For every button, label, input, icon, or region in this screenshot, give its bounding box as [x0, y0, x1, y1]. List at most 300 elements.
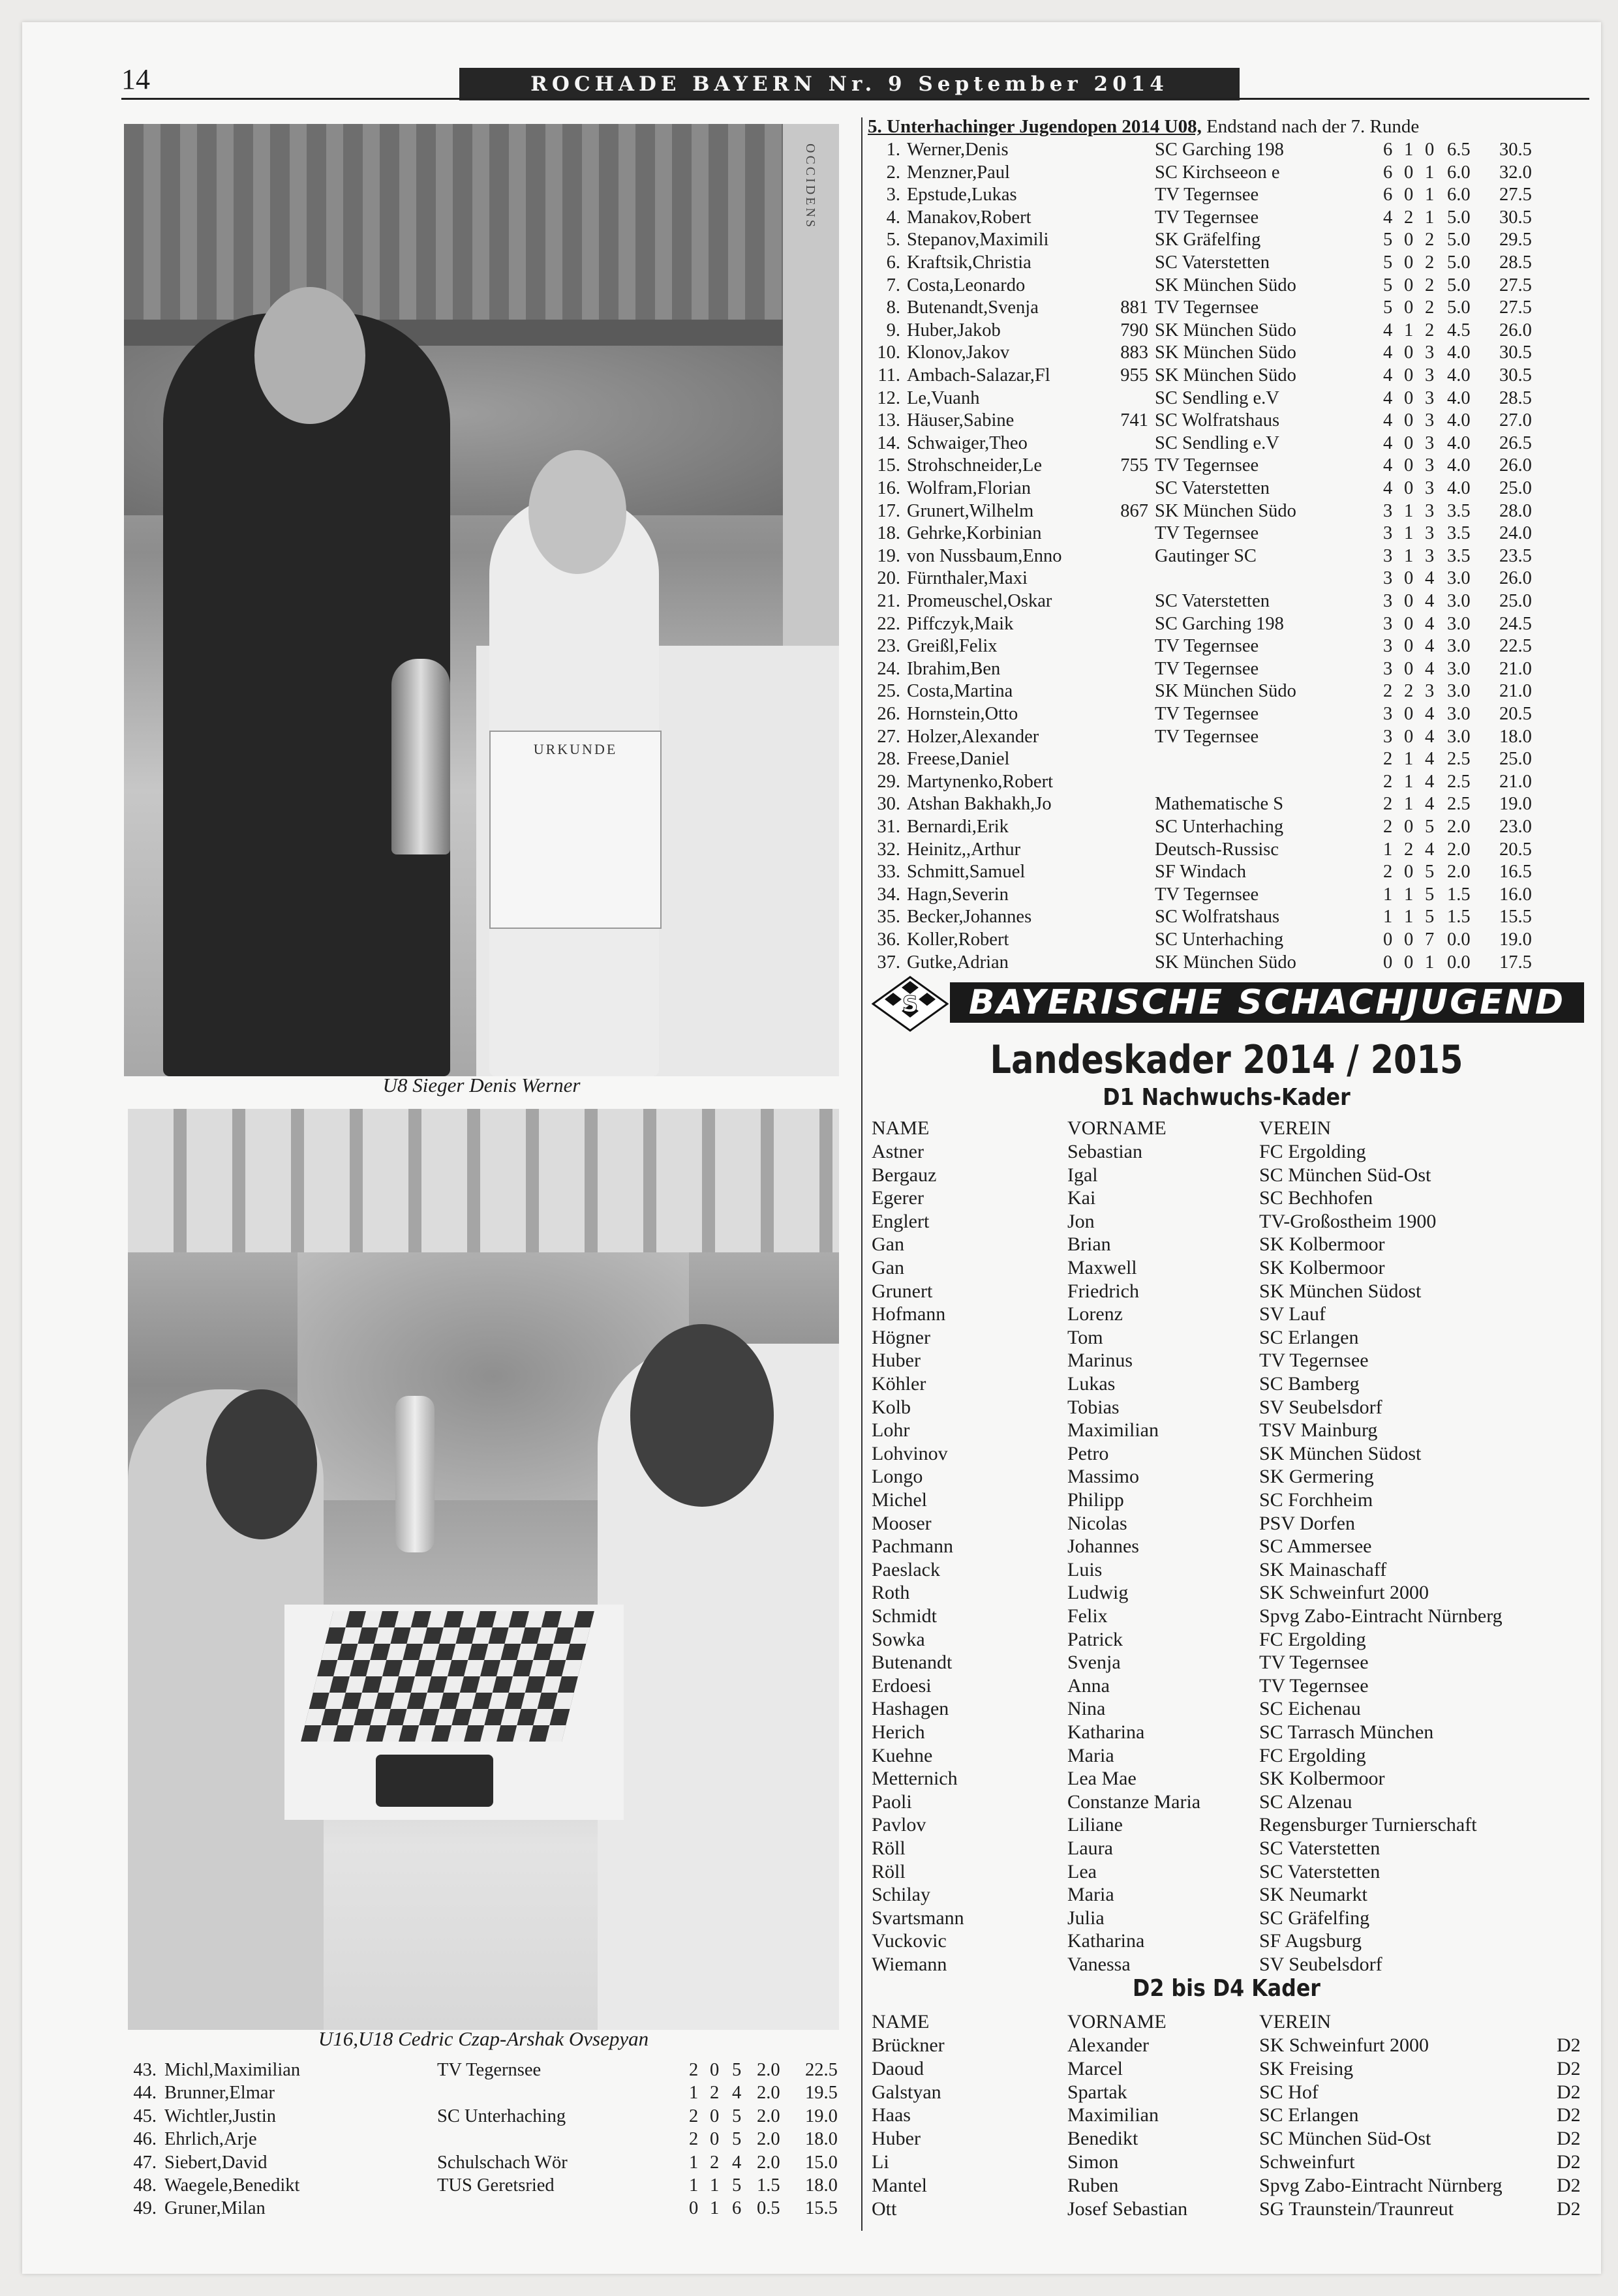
result-draws: 0: [1404, 591, 1414, 611]
result-losses: 1: [1425, 207, 1435, 228]
kader-row: [872, 1465, 1587, 1488]
kader-row: [872, 2057, 1587, 2081]
result-tiebreak: 21.0: [1499, 658, 1532, 679]
result-losses: 4: [1425, 794, 1435, 815]
kader-row: [872, 1837, 1587, 1860]
kader-verein: SF Augsburg: [1259, 1930, 1362, 1952]
kader-vorname: Friedrich: [1067, 1280, 1139, 1302]
result-losses: 4: [1425, 749, 1435, 770]
result-club: TV Tegernsee: [1155, 636, 1259, 657]
result-rank: 14.: [877, 432, 900, 453]
result-rank: 9.: [886, 320, 900, 340]
kader-name: Bergauz: [872, 1164, 937, 1186]
result-name: Brunner,Elmar: [164, 2083, 275, 2104]
result-wins: 5: [1383, 297, 1393, 318]
result-rank: 3.: [886, 185, 900, 205]
result-club: Mathematische S: [1155, 794, 1284, 815]
kader-verein: FC Ergolding: [1259, 1141, 1366, 1162]
kader-row: [872, 1326, 1587, 1350]
result-club: TV Tegernsee: [1155, 297, 1259, 318]
result-tiebreak: 19.0: [805, 2106, 838, 2126]
kader-vorname: Katharina: [1067, 1930, 1145, 1952]
kader-vorname: Philipp: [1067, 1489, 1124, 1511]
column-header-name: NAME: [872, 1117, 930, 1139]
kader-row: [872, 1883, 1587, 1907]
result-row: [868, 612, 1585, 635]
result-rating: 955: [1120, 365, 1148, 385]
result-draws: 0: [1404, 658, 1414, 679]
result-tiebreak: 15.5: [1499, 907, 1532, 928]
result-points: 3.0: [1447, 726, 1471, 747]
result-losses: 1: [1425, 952, 1435, 973]
kader-verein: TSV Mainburg: [1259, 1419, 1378, 1442]
column-header-name: NAME: [872, 2011, 930, 2032]
kader-vorname: Liliane: [1067, 1814, 1123, 1836]
result-row: [868, 793, 1585, 815]
result-club: TV Tegernsee: [1155, 455, 1259, 476]
result-wins: 3: [1383, 568, 1393, 589]
result-points: 6.5: [1447, 140, 1471, 160]
result-tiebreak: 28.5: [1499, 387, 1532, 408]
kader-vorname: Alexander: [1067, 2034, 1149, 2056]
result-row: [868, 928, 1585, 951]
result-name: Gruner,Milan: [164, 2198, 266, 2219]
result-losses: 3: [1425, 432, 1435, 453]
player-left-head: [206, 1389, 317, 1539]
kader-row: [872, 1419, 1587, 1442]
result-wins: 4: [1383, 410, 1393, 431]
result-row: [868, 409, 1585, 432]
kader-vorname: Ludwig: [1067, 1582, 1129, 1604]
result-draws: 0: [1404, 365, 1414, 385]
kader-name: Röll: [872, 1837, 906, 1859]
result-draws: 1: [1404, 140, 1414, 160]
result-wins: 2: [689, 2129, 699, 2150]
result-draws: 0: [1404, 297, 1414, 318]
kader-name: Gan: [872, 1233, 904, 1256]
kader-verein: SK Kolbermoor: [1259, 1257, 1385, 1278]
kader-vorname: Anna: [1067, 1674, 1110, 1697]
result-wins: 4: [1383, 320, 1393, 340]
result-row: [868, 657, 1585, 680]
svg-text:S: S: [902, 991, 919, 1018]
kader-level: D2: [1557, 2174, 1581, 2196]
result-losses: 4: [732, 2083, 742, 2104]
result-rank: 7.: [886, 275, 900, 295]
result-row: [868, 274, 1585, 297]
result-draws: 1: [1404, 884, 1414, 905]
kader-name: Mooser: [872, 1512, 932, 1534]
result-club: SK München Südo: [1155, 500, 1296, 521]
result-rank: 10.: [877, 342, 900, 363]
result-name: Hornstein,Otto: [907, 704, 1018, 724]
result-losses: 5: [1425, 817, 1435, 837]
result-draws: 2: [1404, 207, 1414, 228]
result-losses: 5: [1425, 862, 1435, 883]
result-losses: 3: [1425, 342, 1435, 363]
result-points: 2.5: [1447, 771, 1471, 792]
kader-vorname: Tobias: [1067, 1396, 1120, 1418]
result-draws: 0: [1404, 726, 1414, 747]
result-losses: 5: [732, 2060, 742, 2080]
result-tiebreak: 27.0: [1499, 410, 1532, 431]
results-title-rest: Endstand nach der 7. Runde: [1201, 116, 1420, 137]
kader-verein: SC Vaterstetten: [1259, 1837, 1381, 1859]
result-tiebreak: 30.5: [1499, 207, 1532, 228]
kader-vorname: Massimo: [1067, 1466, 1140, 1488]
result-draws: 0: [1404, 230, 1414, 250]
hall-windows: [128, 1109, 839, 1252]
result-points: 0.0: [1447, 929, 1471, 950]
result-losses: 4: [1425, 839, 1435, 860]
kader-name: Lohr: [872, 1419, 910, 1442]
result-tiebreak: 30.5: [1499, 342, 1532, 363]
kader-name: Gan: [872, 1257, 904, 1278]
kader-verein: SK Kolbermoor: [1259, 1768, 1385, 1790]
kader-vorname: Spartak: [1067, 2081, 1127, 2103]
result-losses: 2: [1425, 320, 1435, 340]
result-rank: 28.: [877, 749, 900, 770]
result-club: SC Unterhaching: [437, 2106, 566, 2126]
kader-verein: SK Freising: [1259, 2057, 1354, 2079]
result-losses: 5: [732, 2175, 742, 2196]
result-rank: 4.: [886, 207, 900, 228]
result-wins: 5: [1383, 230, 1393, 250]
result-tiebreak: 19.0: [1499, 929, 1532, 950]
result-row: [868, 748, 1585, 770]
result-tiebreak: 30.5: [1499, 140, 1532, 160]
result-tiebreak: 16.5: [1499, 862, 1532, 883]
result-row: [868, 183, 1585, 206]
result-name: Häuser,Sabine: [907, 410, 1015, 431]
result-tiebreak: 25.0: [1499, 749, 1532, 770]
result-wins: 2: [1383, 771, 1393, 792]
result-points: 2.0: [757, 2106, 780, 2126]
result-losses: 3: [1425, 478, 1435, 498]
kader-verein: SV Seubelsdorf: [1259, 1954, 1382, 1975]
result-club: TV Tegernsee: [1155, 704, 1259, 724]
kader-row: [872, 2127, 1587, 2151]
result-points: 3.0: [1447, 704, 1471, 724]
result-tiebreak: 32.0: [1499, 162, 1532, 183]
kader-row: [872, 1953, 1587, 1976]
kader-vorname: Simon: [1067, 2151, 1119, 2173]
result-rank: 35.: [877, 907, 900, 928]
result-name: Gehrke,Korbinian: [907, 523, 1042, 544]
result-draws: 2: [710, 2083, 720, 2104]
kader-verein: TV Tegernsee: [1259, 1350, 1369, 1372]
kader-vorname: Lorenz: [1067, 1303, 1123, 1325]
result-tiebreak: 18.0: [805, 2175, 838, 2196]
kader-row: [872, 2034, 1587, 2057]
result-row: [868, 432, 1585, 455]
result-tiebreak: 24.0: [1499, 523, 1532, 544]
result-tiebreak: 26.0: [1499, 568, 1532, 589]
result-points: 1.5: [757, 2175, 780, 2196]
kader-verein: SC Bechhofen: [1259, 1187, 1373, 1209]
result-rank: 21.: [877, 591, 900, 611]
result-wins: 2: [689, 2106, 699, 2126]
result-name: Grunert,Wilhelm: [907, 500, 1034, 521]
result-row: [868, 454, 1585, 477]
result-losses: 0: [1425, 140, 1435, 160]
result-wins: 3: [1383, 500, 1393, 521]
kader-row: [872, 1860, 1587, 1884]
kader-level: D2: [1557, 2151, 1581, 2173]
kader-vorname: Vanessa: [1067, 1954, 1131, 1975]
kader-name: Pavlov: [872, 1814, 926, 1836]
kader-verein: SK Schweinfurt 2000: [1259, 2034, 1429, 2056]
result-rank: 27.: [877, 726, 900, 747]
result-wins: 3: [1383, 636, 1393, 657]
kader-verein: Spvg Zabo-Eintracht Nürnberg: [1259, 1605, 1503, 1627]
kader-name: Köhler: [872, 1373, 926, 1395]
result-losses: 3: [1425, 455, 1435, 476]
kader-row: [872, 1140, 1587, 1164]
result-rank: 43.: [133, 2060, 157, 2080]
kader-row: [872, 1256, 1587, 1280]
result-losses: 3: [1425, 523, 1435, 544]
kader-row: [872, 1164, 1587, 1187]
result-rank: 8.: [886, 297, 900, 318]
kader-name: Paeslack: [872, 1558, 940, 1580]
result-wins: 1: [1383, 884, 1393, 905]
result-row: [868, 522, 1585, 545]
kader-name: Roth: [872, 1582, 910, 1604]
kader-verein: SC Vaterstetten: [1259, 1860, 1381, 1882]
result-name: Schmitt,Samuel: [907, 862, 1026, 883]
result-club: TV Tegernsee: [1155, 207, 1259, 228]
result-club: SC Unterhaching: [1155, 929, 1284, 950]
result-points: 2.0: [757, 2083, 780, 2104]
kader-level: D2: [1557, 2081, 1581, 2103]
kader-name: Svartsmann: [872, 1907, 964, 1929]
result-points: 2.5: [1447, 794, 1471, 815]
result-rank: 26.: [877, 704, 900, 724]
result-losses: 5: [732, 2129, 742, 2150]
result-wins: 3: [1383, 704, 1393, 724]
result-row: [868, 635, 1585, 657]
result-draws: 1: [1404, 749, 1414, 770]
result-draws: 0: [1404, 952, 1414, 973]
result-losses: 4: [1425, 591, 1435, 611]
result-row: [868, 838, 1585, 861]
column-header-verein: VEREIN: [1259, 2011, 1331, 2032]
result-wins: 2: [1383, 862, 1393, 883]
result-club: SC Wolfratshaus: [1155, 907, 1280, 928]
result-draws: 0: [1404, 275, 1414, 295]
result-name: Klonov,Jakov: [907, 342, 1010, 363]
result-draws: 0: [710, 2129, 720, 2150]
result-draws: 0: [1404, 432, 1414, 453]
result-rating: 883: [1120, 342, 1148, 363]
result-wins: 4: [1383, 478, 1393, 498]
result-losses: 3: [1425, 365, 1435, 385]
kader-verein: TV Tegernsee: [1259, 1674, 1369, 1697]
result-tiebreak: 21.0: [1499, 681, 1532, 702]
result-points: 5.0: [1447, 207, 1471, 228]
result-name: Manakov,Robert: [907, 207, 1031, 228]
result-club: SC Garching 198: [1155, 140, 1284, 160]
result-rank: 18.: [877, 523, 900, 544]
result-rank: 15.: [877, 455, 900, 476]
result-name: Costa,Leonardo: [907, 275, 1026, 295]
result-draws: 1: [710, 2198, 720, 2219]
result-draws: 0: [1404, 929, 1414, 950]
result-tiebreak: 16.0: [1499, 884, 1532, 905]
result-draws: 0: [710, 2060, 720, 2080]
kader-verein: SK Germering: [1259, 1466, 1374, 1488]
kader-level: D2: [1557, 2034, 1581, 2056]
kader-vorname: Maxwell: [1067, 1257, 1137, 1278]
result-name: Stepanov,Maximili: [907, 230, 1049, 250]
kader-vorname: Svenja: [1067, 1652, 1121, 1674]
result-draws: 0: [1404, 817, 1414, 837]
result-losses: 5: [1425, 884, 1435, 905]
result-wins: 3: [1383, 726, 1393, 747]
result-name: Strohschneider,Le: [907, 455, 1043, 476]
result-draws: 0: [1404, 704, 1414, 724]
photo2-caption: U16,U18 Cedric Czap-Arshak Ovsepyan: [318, 2027, 649, 2050]
kader-row: [872, 1929, 1587, 1953]
result-name: Waegele,Benedikt: [164, 2175, 300, 2196]
kader-vorname: Tom: [1067, 1326, 1103, 1348]
kader-name: Erdoesi: [872, 1674, 932, 1697]
result-rank: 5.: [886, 230, 900, 250]
kader-level: D2: [1557, 2057, 1581, 2079]
kader-vorname: Nina: [1067, 1698, 1106, 1720]
result-points: 4.0: [1447, 387, 1471, 408]
kader-name: Huber: [872, 1350, 921, 1372]
kader-name: Kuehne: [872, 1744, 933, 1766]
result-tiebreak: 18.0: [1499, 726, 1532, 747]
kader-name: Grunert: [872, 1280, 933, 1302]
d2-header-row: [872, 2010, 1587, 2034]
result-rank: 44.: [133, 2083, 157, 2104]
result-draws: 0: [1404, 636, 1414, 657]
result-name: Wolfram,Florian: [907, 478, 1031, 498]
kader-vorname: Lea: [1067, 1860, 1097, 1882]
kader-verein: SK Mainaschaff: [1259, 1558, 1387, 1580]
result-rank: 17.: [877, 500, 900, 521]
result-draws: 2: [710, 2152, 720, 2173]
result-row: [868, 477, 1585, 500]
kader-row: [872, 1813, 1587, 1837]
kader-verein: FC Ergolding: [1259, 1744, 1366, 1766]
result-points: 5.0: [1447, 275, 1471, 295]
kader-name: Paoli: [872, 1790, 912, 1813]
result-tiebreak: 25.0: [1499, 478, 1532, 498]
kader-row: [872, 1790, 1587, 1814]
result-row: [868, 545, 1585, 567]
result-losses: 5: [1425, 907, 1435, 928]
result-tiebreak: 23.5: [1499, 545, 1532, 566]
result-losses: 2: [1425, 275, 1435, 295]
result-name: Werner,Denis: [907, 140, 1009, 160]
result-row: [868, 161, 1585, 184]
kader-row: [872, 2174, 1587, 2198]
result-points: 3.0: [1447, 681, 1471, 702]
result-tiebreak: 15.5: [805, 2198, 838, 2219]
kader-row: [872, 1233, 1587, 1256]
result-tiebreak: 17.5: [1499, 952, 1532, 973]
result-wins: 0: [1383, 952, 1393, 973]
kader-name: Michel: [872, 1489, 927, 1511]
results-title: [868, 116, 1419, 138]
kader-vorname: Lukas: [1067, 1373, 1116, 1395]
kader-vorname: Maria: [1067, 1744, 1114, 1766]
kader-name: Brückner: [872, 2034, 945, 2056]
result-draws: 1: [1404, 320, 1414, 340]
result-losses: 6: [732, 2198, 742, 2219]
result-rank: 23.: [877, 636, 900, 657]
result-name: Butenandt,Svenja: [907, 297, 1039, 318]
result-tiebreak: 28.0: [1499, 500, 1532, 521]
result-wins: 2: [689, 2060, 699, 2080]
result-losses: 4: [1425, 658, 1435, 679]
kader-level: D2: [1557, 2198, 1581, 2220]
result-row: [868, 680, 1585, 702]
column-divider: [861, 117, 862, 2231]
result-wins: 3: [1383, 523, 1393, 544]
result-wins: 1: [689, 2175, 699, 2196]
result-name: Martynenko,Robert: [907, 771, 1053, 792]
result-tiebreak: 24.5: [1499, 613, 1532, 634]
kader-row: [872, 1512, 1587, 1535]
result-losses: 4: [1425, 726, 1435, 747]
result-draws: 0: [1404, 410, 1414, 431]
result-row: [124, 2174, 842, 2197]
result-rating: 867: [1120, 500, 1148, 521]
kader-verein: SK Kolbermoor: [1259, 1233, 1385, 1256]
result-tiebreak: 20.5: [1499, 839, 1532, 860]
result-points: 0.5: [757, 2198, 780, 2219]
result-draws: 1: [1404, 771, 1414, 792]
result-row: [868, 815, 1585, 838]
water-bottle: [395, 1396, 435, 1552]
result-rank: 16.: [877, 478, 900, 498]
result-wins: 4: [1383, 455, 1393, 476]
result-row: [868, 567, 1585, 590]
kader-name: Schilay: [872, 1884, 930, 1906]
result-losses: 1: [1425, 185, 1435, 205]
man-head: [254, 287, 365, 424]
result-tiebreak: 29.5: [1499, 230, 1532, 250]
boy-head: [528, 450, 626, 574]
result-wins: 0: [689, 2198, 699, 2219]
result-tiebreak: 18.0: [805, 2129, 838, 2150]
kader-vorname: Marinus: [1067, 1350, 1133, 1372]
result-name: Costa,Martina: [907, 681, 1013, 702]
result-club: SK München Südo: [1155, 365, 1296, 385]
kader-name: Schmidt: [872, 1605, 938, 1627]
result-points: 2.0: [1447, 839, 1471, 860]
result-name: Wichtler,Justin: [164, 2106, 277, 2126]
result-club: SK München Südo: [1155, 320, 1296, 340]
result-tiebreak: 30.5: [1499, 365, 1532, 385]
kader-name: Butenandt: [872, 1652, 953, 1674]
kader-verein: TV Tegernsee: [1259, 1652, 1369, 1674]
column-header-vorname: VORNAME: [1067, 1117, 1167, 1139]
result-name: Piffczyk,Maik: [907, 613, 1014, 634]
kader-row: [872, 1303, 1587, 1326]
result-points: 0.0: [1447, 952, 1471, 973]
kader-verein: SC Erlangen: [1259, 1326, 1359, 1348]
result-row: [124, 2059, 842, 2081]
kader-row: [872, 1721, 1587, 1744]
result-losses: 4: [1425, 636, 1435, 657]
kader-verein: SK Neumarkt: [1259, 1884, 1367, 1906]
